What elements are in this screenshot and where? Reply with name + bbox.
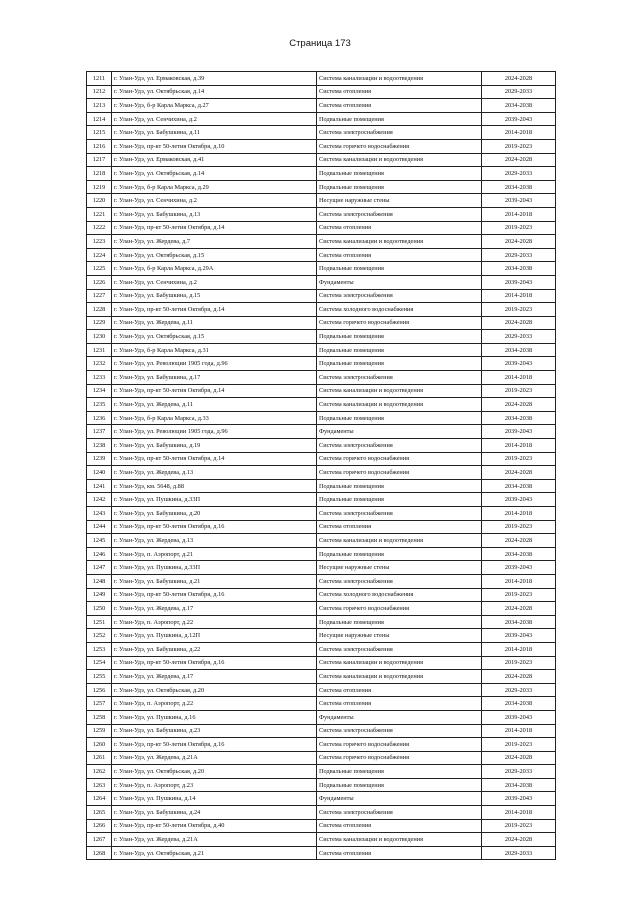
row-system: Система горячего водоснабжения xyxy=(317,452,482,466)
row-address: г. Улан-Удэ, ул. Октябрьская, д.20 xyxy=(112,765,317,779)
table-body xyxy=(87,72,556,860)
row-address: г. Улан-Удэ, ул. Октябрьская, д.14 xyxy=(112,167,317,181)
table-row xyxy=(87,126,556,140)
row-period: 2014-2018 xyxy=(482,642,556,656)
row-period: 2034-2038 xyxy=(482,262,556,276)
row-system: Система канализации и водоотведения xyxy=(317,384,482,398)
row-address: г. Улан-Удэ, ул. Бабушкина, д.11 xyxy=(112,126,317,140)
row-period: 2029-2033 xyxy=(482,765,556,779)
row-address: г. Улан-Удэ, пр-кт 50-летия Октября, д.14 xyxy=(112,221,317,235)
table-row xyxy=(87,561,556,575)
row-system: Подвальные помещения xyxy=(317,262,482,276)
row-number: 1235 xyxy=(87,398,112,412)
row-period: 2034-2038 xyxy=(482,343,556,357)
table-row xyxy=(87,112,556,126)
row-system: Подвальные помещения xyxy=(317,479,482,493)
row-period: 2014-2018 xyxy=(482,371,556,385)
row-address: г. Улан-Удэ, ул. Бабушкина, д.19 xyxy=(112,439,317,453)
table-row xyxy=(87,439,556,453)
row-period: 2034-2038 xyxy=(482,411,556,425)
row-number: 1236 xyxy=(87,411,112,425)
row-period: 2024-2028 xyxy=(482,602,556,616)
row-system: Система электроснабжения xyxy=(317,642,482,656)
row-system: Подвальные помещения xyxy=(317,343,482,357)
table-row xyxy=(87,602,556,616)
row-system: Подвальные помещения xyxy=(317,493,482,507)
row-period: 2029-2033 xyxy=(482,846,556,860)
row-system: Подвальные помещения xyxy=(317,330,482,344)
row-period: 2019-2023 xyxy=(482,139,556,153)
row-address: г. Улан-Удэ, ул. Бабушкина, д.17 xyxy=(112,371,317,385)
table-row xyxy=(87,330,556,344)
row-system: Система канализации и водоотведения xyxy=(317,398,482,412)
row-system: Система канализации и водоотведения xyxy=(317,670,482,684)
row-address: г. Улан-Удэ, пр-кт 50-летия Октября, д.14 xyxy=(112,303,317,317)
table-row xyxy=(87,751,556,765)
row-number: 1218 xyxy=(87,167,112,181)
table-row xyxy=(87,656,556,670)
table-row xyxy=(87,642,556,656)
row-address: г. Улан-Удэ, пр-кт 50-летия Октября, д.14 xyxy=(112,452,317,466)
table-row xyxy=(87,235,556,249)
row-number: 1230 xyxy=(87,330,112,344)
table-row xyxy=(87,683,556,697)
row-address: г. Улан-Удэ, б-р Карла Маркса, д.27 xyxy=(112,99,317,113)
row-period: 2029-2033 xyxy=(482,85,556,99)
table-row xyxy=(87,547,556,561)
row-address: г. Улан-Удэ, ул. Бабушкина, д.13 xyxy=(112,207,317,221)
table-row xyxy=(87,167,556,181)
row-period: 2034-2038 xyxy=(482,180,556,194)
row-period: 2029-2033 xyxy=(482,683,556,697)
row-address: г. Улан-Удэ, ул. Бабушкина, д.24 xyxy=(112,806,317,820)
row-system: Подвальные помещения xyxy=(317,547,482,561)
row-period: 2014-2018 xyxy=(482,507,556,521)
row-number: 1250 xyxy=(87,602,112,616)
table-row xyxy=(87,670,556,684)
row-period: 2039-2043 xyxy=(482,112,556,126)
row-address: г. Улан-Удэ, ул. Октябрьская, д.21 xyxy=(112,846,317,860)
row-system: Система канализации и водоотведения xyxy=(317,833,482,847)
row-address: г. Улан-Удэ, ул. Жердева, д.21А xyxy=(112,833,317,847)
row-address: г. Улан-Удэ, п. Аэропорт, д.22 xyxy=(112,697,317,711)
row-system: Несущие наружные стены xyxy=(317,194,482,208)
table-row xyxy=(87,85,556,99)
table-row xyxy=(87,262,556,276)
row-address: г. Улан-Удэ, ул. Октябрьская, д.15 xyxy=(112,248,317,262)
row-number: 1249 xyxy=(87,588,112,602)
row-period: 2019-2023 xyxy=(482,520,556,534)
row-period: 2034-2038 xyxy=(482,615,556,629)
row-system: Система горячего водоснабжения xyxy=(317,139,482,153)
row-period: 2024-2028 xyxy=(482,235,556,249)
row-address: г. Улан-Удэ, п. Аэропорт, д.23 xyxy=(112,778,317,792)
row-number: 1232 xyxy=(87,357,112,371)
row-system: Система отопления xyxy=(317,520,482,534)
row-number: 1258 xyxy=(87,710,112,724)
table-row xyxy=(87,724,556,738)
row-number: 1227 xyxy=(87,289,112,303)
row-system: Несущие наружные стены xyxy=(317,629,482,643)
row-number: 1224 xyxy=(87,248,112,262)
row-system: Фундаменты xyxy=(317,710,482,724)
row-period: 2024-2028 xyxy=(482,72,556,86)
row-number: 1238 xyxy=(87,439,112,453)
row-number: 1266 xyxy=(87,819,112,833)
row-system: Система канализации и водоотведения xyxy=(317,72,482,86)
row-system: Система отопления xyxy=(317,248,482,262)
row-system: Подвальные помещения xyxy=(317,778,482,792)
row-system: Подвальные помещения xyxy=(317,167,482,181)
row-system: Система электроснабжения xyxy=(317,507,482,521)
row-system: Система отопления xyxy=(317,697,482,711)
row-number: 1225 xyxy=(87,262,112,276)
row-period: 2039-2043 xyxy=(482,710,556,724)
row-period: 2039-2043 xyxy=(482,275,556,289)
row-address: г. Улан-Удэ, ул. Сенчихина, д.2 xyxy=(112,275,317,289)
row-number: 1212 xyxy=(87,85,112,99)
row-system: Система электроснабжения xyxy=(317,289,482,303)
row-number: 1220 xyxy=(87,194,112,208)
table-row xyxy=(87,398,556,412)
table-row xyxy=(87,194,556,208)
row-system: Система горячего водоснабжения xyxy=(317,316,482,330)
row-period: 2039-2043 xyxy=(482,792,556,806)
row-number: 1228 xyxy=(87,303,112,317)
row-system: Подвальные помещения xyxy=(317,357,482,371)
table-row xyxy=(87,248,556,262)
row-system: Система электроснабжения xyxy=(317,371,482,385)
row-system: Система горячего водоснабжения xyxy=(317,751,482,765)
row-address: г. Улан-Удэ, ул. Бабушкина, д.21 xyxy=(112,574,317,588)
row-period: 2019-2023 xyxy=(482,819,556,833)
row-system: Подвальные помещения xyxy=(317,411,482,425)
row-number: 1248 xyxy=(87,574,112,588)
row-address: г. Улан-Удэ, ул. Пушкина, д.33П xyxy=(112,561,317,575)
row-address: г. Улан-Удэ, ул. Революции 1905 года, д.96 xyxy=(112,357,317,371)
row-period: 2014-2018 xyxy=(482,289,556,303)
row-period: 2034-2038 xyxy=(482,778,556,792)
row-number: 1268 xyxy=(87,846,112,860)
row-number: 1222 xyxy=(87,221,112,235)
row-number: 1259 xyxy=(87,724,112,738)
row-system: Несущие наружные стены xyxy=(317,561,482,575)
row-number: 1237 xyxy=(87,425,112,439)
row-period: 2024-2028 xyxy=(482,751,556,765)
row-system: Система горячего водоснабжения xyxy=(317,466,482,480)
row-system: Система канализации и водоотведения xyxy=(317,534,482,548)
row-system: Система канализации и водоотведения xyxy=(317,153,482,167)
row-address: г. Улан-Удэ, ул. Жердева, д.11 xyxy=(112,398,317,412)
table-row xyxy=(87,588,556,602)
row-address: г. Улан-Удэ, ул. Жердева, д.17 xyxy=(112,602,317,616)
row-number: 1253 xyxy=(87,642,112,656)
table-row xyxy=(87,629,556,643)
row-address: г. Улан-Удэ, б-р Карла Маркса, д.31 xyxy=(112,343,317,357)
table-row xyxy=(87,792,556,806)
row-number: 1247 xyxy=(87,561,112,575)
table-row xyxy=(87,833,556,847)
row-period: 2039-2043 xyxy=(482,629,556,643)
table-row xyxy=(87,493,556,507)
row-system: Подвальные помещения xyxy=(317,180,482,194)
table-row xyxy=(87,153,556,167)
row-number: 1229 xyxy=(87,316,112,330)
row-address: г. Улан-Удэ, пр-кт 50-летия Октября, д.14 xyxy=(112,384,317,398)
row-number: 1234 xyxy=(87,384,112,398)
row-system: Фундаменты xyxy=(317,425,482,439)
table-row xyxy=(87,139,556,153)
row-address: г. Улан-Удэ, км. 5648, д.88 xyxy=(112,479,317,493)
row-address: г. Улан-Удэ, ул. Бабушкина, д.20 xyxy=(112,507,317,521)
row-number: 1262 xyxy=(87,765,112,779)
row-address: г. Улан-Удэ, ул. Октябрьская, д.14 xyxy=(112,85,317,99)
table-row xyxy=(87,778,556,792)
row-period: 2039-2043 xyxy=(482,357,556,371)
row-address: г. Улан-Удэ, ул. Ермаковская, д.39 xyxy=(112,72,317,86)
row-address: г. Улан-Удэ, пр-кт 50-летия Октября, д.16 xyxy=(112,738,317,752)
table-row xyxy=(87,574,556,588)
row-system: Система отопления xyxy=(317,99,482,113)
table-row xyxy=(87,275,556,289)
row-period: 2034-2038 xyxy=(482,479,556,493)
row-address: г. Улан-Удэ, ул. Жердева, д.21А xyxy=(112,751,317,765)
table-row xyxy=(87,846,556,860)
row-number: 1240 xyxy=(87,466,112,480)
row-period: 2024-2028 xyxy=(482,316,556,330)
row-address: г. Улан-Удэ, пр-кт 50-летия Октября, д.40 xyxy=(112,819,317,833)
table-row xyxy=(87,207,556,221)
row-address: г. Улан-Удэ, ул. Октябрьская, д.15 xyxy=(112,330,317,344)
row-system: Система канализации и водоотведения xyxy=(317,656,482,670)
table-row xyxy=(87,371,556,385)
row-number: 1265 xyxy=(87,806,112,820)
row-number: 1254 xyxy=(87,656,112,670)
row-number: 1252 xyxy=(87,629,112,643)
table-row xyxy=(87,615,556,629)
row-system: Система холодного водоснабжения xyxy=(317,303,482,317)
row-address: г. Улан-Удэ, ул. Бабушкина, д.15 xyxy=(112,289,317,303)
table-row xyxy=(87,316,556,330)
row-address: г. Улан-Удэ, ул. Революции 1905 года, д.96 xyxy=(112,425,317,439)
table-row xyxy=(87,819,556,833)
row-address: г. Улан-Удэ, ул. Пушкина, д.33П xyxy=(112,493,317,507)
row-address: г. Улан-Удэ, ул. Жердева, д.13 xyxy=(112,534,317,548)
table-row xyxy=(87,357,556,371)
row-system: Система отопления xyxy=(317,819,482,833)
row-address: г. Улан-Удэ, ул. Бабушкина, д.22 xyxy=(112,642,317,656)
row-period: 2024-2028 xyxy=(482,670,556,684)
row-address: г. Улан-Удэ, п. Аэропорт, д.22 xyxy=(112,615,317,629)
table-row xyxy=(87,697,556,711)
row-address: г. Улан-Удэ, ул. Пушкина, д.14 xyxy=(112,792,317,806)
row-address: г. Улан-Удэ, ул. Пушкина, д.12П xyxy=(112,629,317,643)
row-period: 2014-2018 xyxy=(482,439,556,453)
row-address: г. Улан-Удэ, пр-кт 50-летия Октября, д.16 xyxy=(112,520,317,534)
row-period: 2039-2043 xyxy=(482,561,556,575)
table-row xyxy=(87,411,556,425)
row-period: 2024-2028 xyxy=(482,398,556,412)
row-address: г. Улан-Удэ, пр-кт 50-летия Октября, д.16 xyxy=(112,588,317,602)
row-number: 1217 xyxy=(87,153,112,167)
table-row xyxy=(87,384,556,398)
row-address: г. Улан-Удэ, ул. Пушкина, д.16 xyxy=(112,710,317,724)
row-system: Система электроснабжения xyxy=(317,439,482,453)
table-row xyxy=(87,180,556,194)
row-period: 2014-2018 xyxy=(482,126,556,140)
row-system: Система электроснабжения xyxy=(317,126,482,140)
row-number: 1233 xyxy=(87,371,112,385)
row-period: 2034-2038 xyxy=(482,547,556,561)
row-period: 2034-2038 xyxy=(482,99,556,113)
row-period: 2019-2023 xyxy=(482,452,556,466)
row-system: Система отопления xyxy=(317,683,482,697)
table-row xyxy=(87,534,556,548)
row-address: г. Улан-Удэ, ул. Бабушкина, д.23 xyxy=(112,724,317,738)
row-address: г. Улан-Удэ, ул. Жердева, д.17 xyxy=(112,670,317,684)
row-address: г. Улан-Удэ, ул. Сенчихина, д.2 xyxy=(112,194,317,208)
row-number: 1242 xyxy=(87,493,112,507)
row-system: Фундаменты xyxy=(317,275,482,289)
row-address: г. Улан-Удэ, б-р Карла Маркса, д.29А xyxy=(112,262,317,276)
row-system: Система канализации и водоотведения xyxy=(317,235,482,249)
table-row xyxy=(87,99,556,113)
row-period: 2014-2018 xyxy=(482,724,556,738)
page-title: Страница 173 xyxy=(289,38,351,49)
row-period: 2029-2033 xyxy=(482,248,556,262)
row-system: Фундаменты xyxy=(317,792,482,806)
row-number: 1257 xyxy=(87,697,112,711)
row-period: 2024-2028 xyxy=(482,833,556,847)
row-address: г. Улан-Удэ, ул. Октябрьская, д.20 xyxy=(112,683,317,697)
row-number: 1216 xyxy=(87,139,112,153)
row-period: 2014-2018 xyxy=(482,207,556,221)
row-period: 2034-2038 xyxy=(482,697,556,711)
table-row xyxy=(87,72,556,86)
row-period: 2019-2023 xyxy=(482,221,556,235)
table-row xyxy=(87,303,556,317)
row-number: 1263 xyxy=(87,778,112,792)
row-period: 2019-2023 xyxy=(482,384,556,398)
table-row xyxy=(87,289,556,303)
row-system: Подвальные помещения xyxy=(317,112,482,126)
table-row xyxy=(87,425,556,439)
registry-table xyxy=(86,71,556,860)
row-address: г. Улан-Удэ, пр-кт 50-летия Октября, д.16 xyxy=(112,656,317,670)
row-system: Система отопления xyxy=(317,846,482,860)
row-number: 1211 xyxy=(87,72,112,86)
table-row xyxy=(87,520,556,534)
row-period: 2019-2023 xyxy=(482,656,556,670)
table-row xyxy=(87,452,556,466)
row-period: 2014-2018 xyxy=(482,574,556,588)
row-period: 2029-2033 xyxy=(482,167,556,181)
row-system: Система холодного водоснабжения xyxy=(317,588,482,602)
row-period: 2014-2018 xyxy=(482,806,556,820)
row-number: 1223 xyxy=(87,235,112,249)
row-number: 1255 xyxy=(87,670,112,684)
row-number: 1246 xyxy=(87,547,112,561)
row-address: г. Улан-Удэ, п. Аэропорт, д.21 xyxy=(112,547,317,561)
row-system: Система горячего водоснабжения xyxy=(317,602,482,616)
row-number: 1261 xyxy=(87,751,112,765)
row-period: 2019-2023 xyxy=(482,588,556,602)
row-number: 1264 xyxy=(87,792,112,806)
row-period: 2039-2043 xyxy=(482,194,556,208)
row-period: 2019-2023 xyxy=(482,303,556,317)
row-number: 1239 xyxy=(87,452,112,466)
table-row xyxy=(87,507,556,521)
row-system: Система электроснабжения xyxy=(317,574,482,588)
row-number: 1214 xyxy=(87,112,112,126)
table-row xyxy=(87,221,556,235)
row-system: Система отопления xyxy=(317,85,482,99)
row-number: 1267 xyxy=(87,833,112,847)
row-address: г. Улан-Удэ, ул. Ермаковская, д.41 xyxy=(112,153,317,167)
row-address: г. Улан-Удэ, ул. Жердева, д.13 xyxy=(112,466,317,480)
row-address: г. Улан-Удэ, б-р Карла Маркса, д.29 xyxy=(112,180,317,194)
row-system: Система отопления xyxy=(317,221,482,235)
row-system: Система горячего водоснабжения xyxy=(317,738,482,752)
row-number: 1241 xyxy=(87,479,112,493)
row-number: 1213 xyxy=(87,99,112,113)
row-number: 1215 xyxy=(87,126,112,140)
table-row xyxy=(87,479,556,493)
row-system: Подвальные помещения xyxy=(317,615,482,629)
row-period: 2024-2028 xyxy=(482,153,556,167)
row-number: 1256 xyxy=(87,683,112,697)
row-number: 1244 xyxy=(87,520,112,534)
row-address: г. Улан-Удэ, ул. Жердева, д.11 xyxy=(112,316,317,330)
row-system: Подвальные помещения xyxy=(317,765,482,779)
row-number: 1219 xyxy=(87,180,112,194)
row-period: 2024-2028 xyxy=(482,466,556,480)
row-number: 1251 xyxy=(87,615,112,629)
row-number: 1245 xyxy=(87,534,112,548)
table-row xyxy=(87,765,556,779)
row-system: Система электроснабжения xyxy=(317,724,482,738)
row-number: 1231 xyxy=(87,343,112,357)
row-number: 1260 xyxy=(87,738,112,752)
row-system: Система электроснабжения xyxy=(317,207,482,221)
row-period: 2024-2028 xyxy=(482,534,556,548)
row-address: г. Улан-Удэ, б-р Карла Маркса, д.33 xyxy=(112,411,317,425)
row-period: 2039-2043 xyxy=(482,493,556,507)
table-row xyxy=(87,343,556,357)
row-period: 2019-2023 xyxy=(482,738,556,752)
row-address: г. Улан-Удэ, пр-кт 50-летия Октября, д.10 xyxy=(112,139,317,153)
table-row xyxy=(87,738,556,752)
row-address: г. Улан-Удэ, ул. Жердева, д.7 xyxy=(112,235,317,249)
row-number: 1221 xyxy=(87,207,112,221)
row-system: Система электроснабжения xyxy=(317,806,482,820)
row-number: 1243 xyxy=(87,507,112,521)
table-row xyxy=(87,710,556,724)
row-period: 2039-2043 xyxy=(482,425,556,439)
row-address: г. Улан-Удэ, ул. Сенчихина, д.2 xyxy=(112,112,317,126)
row-period: 2029-2033 xyxy=(482,330,556,344)
row-number: 1226 xyxy=(87,275,112,289)
table-row xyxy=(87,466,556,480)
table-row xyxy=(87,806,556,820)
